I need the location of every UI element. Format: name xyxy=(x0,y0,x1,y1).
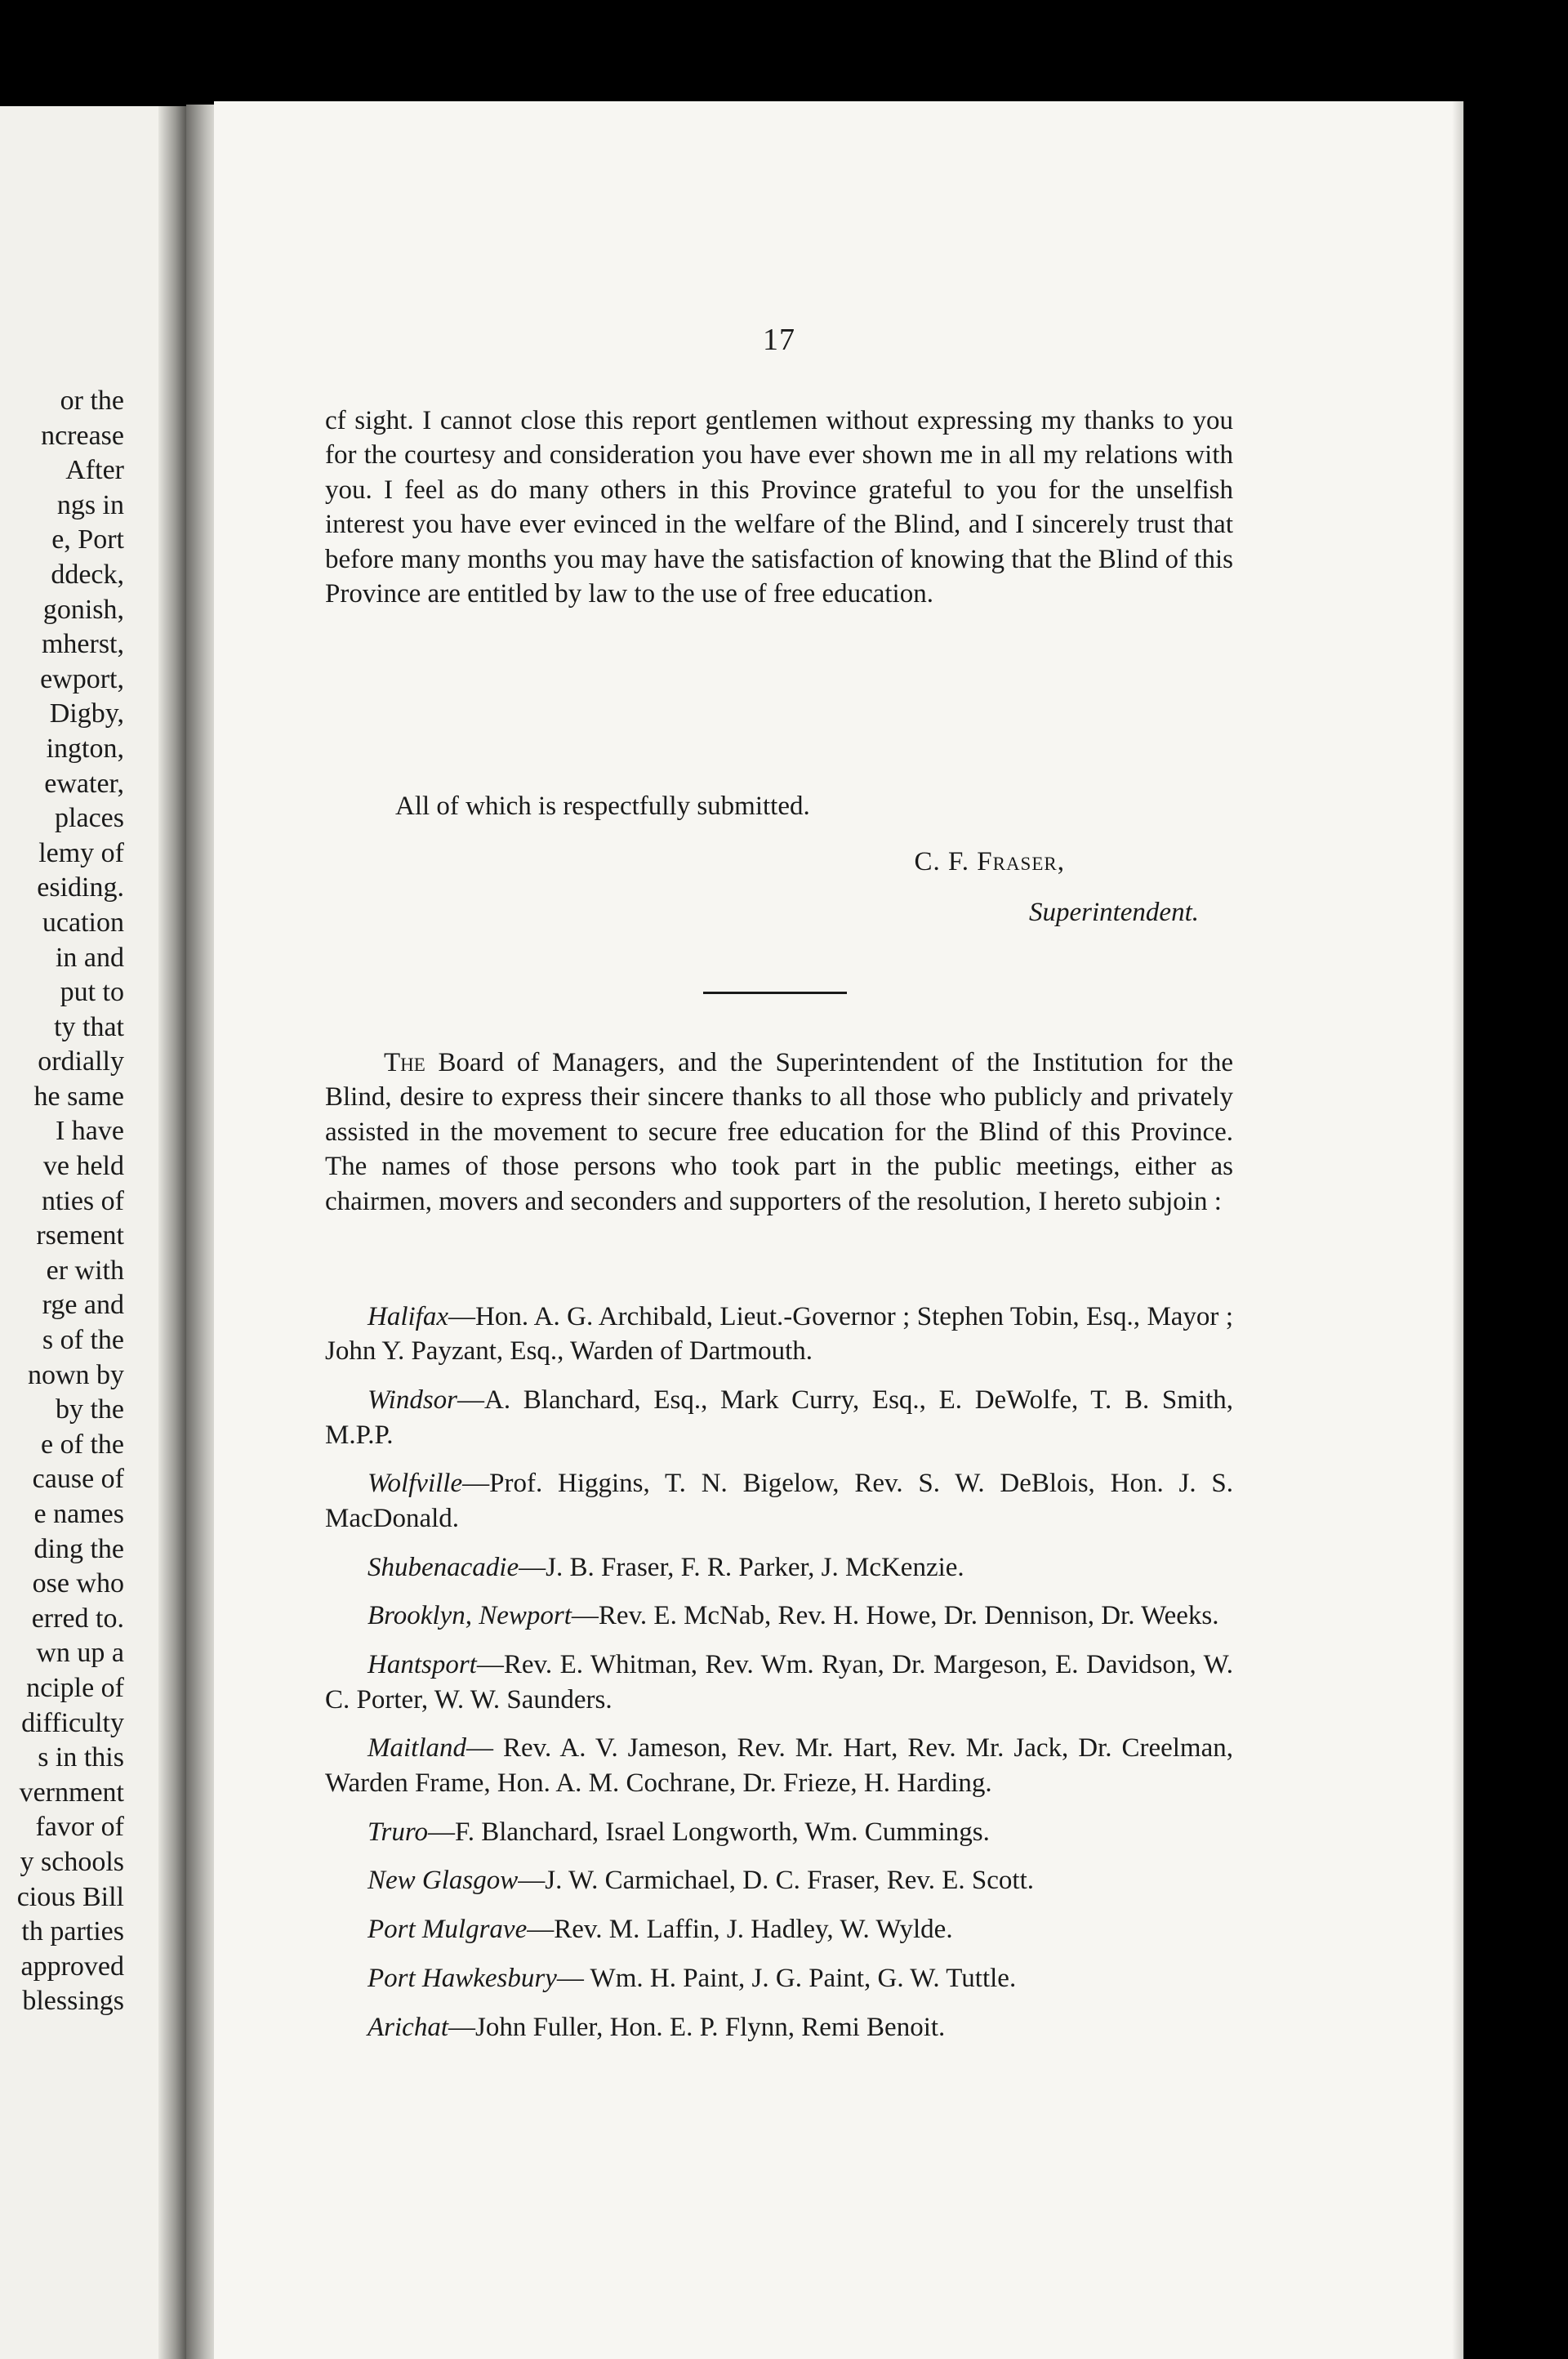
meeting-names: —Prof. Higgins, T. N. Bigelow, Rev. S. W. DeBlois, Hon. J. S. MacDonald. xyxy=(325,1469,1233,1533)
meeting-names: —Rev. E. Whitman, Rev. Wm. Ryan, Dr. Margeson, E. Davidson, W. C. Porter, W. W. Saunders. xyxy=(325,1650,1233,1715)
meeting-place: Truro xyxy=(368,1817,428,1847)
previous-page-line: vernment xyxy=(19,1777,124,1808)
meeting-place: Port Hawkesbury xyxy=(368,1964,557,1993)
previous-page-line: by the xyxy=(55,1394,124,1425)
previous-page-line: ewater, xyxy=(44,768,124,799)
meeting-names: —Rev. M. Laffin, J. Hadley, W. Wylde. xyxy=(527,1915,953,1945)
section-divider xyxy=(703,992,847,994)
meeting-entry xyxy=(325,1383,1233,1452)
previous-page-line: rsement xyxy=(36,1220,124,1251)
meeting-place: Arichat xyxy=(368,2012,448,2042)
previous-page-line: places xyxy=(55,803,124,834)
previous-page-line: gonish, xyxy=(42,594,124,625)
page-number: 17 xyxy=(763,323,795,357)
meeting-names: —John Fuller, Hon. E. P. Flynn, Remi Benoit. xyxy=(448,2012,946,2042)
previous-page-line: ngs in xyxy=(56,489,124,520)
meeting-place: Halifax xyxy=(368,1302,448,1331)
meeting-entry xyxy=(325,1466,1233,1536)
signature-comma: , xyxy=(1057,847,1065,876)
previous-page-line: e of the xyxy=(41,1429,124,1460)
previous-page-line: ordially xyxy=(38,1046,124,1077)
previous-page-line: ncrease xyxy=(41,420,124,451)
meeting-names: —J. W. Carmichael, D. C. Fraser, Rev. E. Scott. xyxy=(518,1866,1034,1896)
previous-page-line: ose who xyxy=(32,1568,124,1599)
signature-surname: Fraser xyxy=(977,847,1058,876)
previous-page-line: I have xyxy=(55,1116,124,1147)
previous-page-line: s of the xyxy=(42,1325,124,1356)
meeting-entry xyxy=(325,1815,1233,1849)
signature-title: Superintendent. xyxy=(1028,898,1199,927)
previous-page-line: wn up a xyxy=(36,1638,124,1669)
previous-page-line: ington, xyxy=(46,733,124,764)
previous-page-line: nties of xyxy=(41,1185,124,1216)
previous-page-line: th parties xyxy=(21,1916,124,1947)
previous-page-line: ucation xyxy=(42,907,124,938)
previous-page-line: esiding. xyxy=(37,872,124,903)
submitted-line: All of which is respectfully submitted. xyxy=(395,792,810,821)
meeting-names: —J. B. Fraser, F. R. Parker, J. McKenzie. xyxy=(519,1552,964,1582)
previous-page-line: y schools xyxy=(20,1846,124,1877)
meeting-place: Shubenacadie xyxy=(368,1552,519,1582)
meeting-place: Port Mulgrave xyxy=(368,1915,528,1945)
current-page xyxy=(214,101,1463,2359)
page-edge-shadow xyxy=(1452,101,1463,2359)
meeting-place: Brooklyn, Newport xyxy=(368,1601,572,1631)
meeting-entry xyxy=(325,1599,1233,1633)
previous-page-line: e, Port xyxy=(51,524,124,555)
meeting-place: Wolfville xyxy=(368,1469,463,1499)
closing-paragraph: cf sight. I cannot close this report gentlemen without expressing my thanks to you for the courtesy and consideration you have ever shown me in all my relations with you. I feel as do many others in this Province grateful to you for the unselfish interest you have ever evinced in the welfare of the Blind, and I sincerely trust that before many months you may have the satisfaction of knowing that the Blind of this Province are entitled by law to the use of free education. xyxy=(325,406,1233,609)
meeting-place: New Glasgow xyxy=(368,1866,519,1896)
previous-page-line: ddeck, xyxy=(51,559,124,590)
signature-name xyxy=(915,845,1065,879)
previous-page-line: cause of xyxy=(32,1464,124,1495)
previous-page-line: put to xyxy=(60,977,124,1008)
previous-page-line: After xyxy=(65,455,124,486)
meeting-place: Maitland xyxy=(368,1733,466,1764)
meeting-entry xyxy=(325,1731,1233,1800)
previous-page-line: rge and xyxy=(42,1290,124,1321)
meeting-entry xyxy=(325,1961,1233,1996)
meetings-list xyxy=(325,1300,1233,2059)
previous-page-line: difficulty xyxy=(21,1707,124,1738)
previous-page-line: ewport, xyxy=(40,663,124,694)
meeting-names: —Rev. E. McNab, Rev. H. Howe, Dr. Dennison, Dr. Weeks. xyxy=(571,1601,1219,1631)
signature-initials: C. F. xyxy=(914,847,978,876)
meeting-entry xyxy=(325,1863,1233,1897)
previous-page-line: lemy of xyxy=(38,837,124,868)
previous-page-text xyxy=(17,384,124,2019)
previous-page-line: cious Bill xyxy=(16,1881,124,1912)
thanks-lead-word: The xyxy=(384,1048,425,1077)
meeting-names: —A. Blanchard, Esq., Mark Curry, Esq., E. DeWolfe, T. B. Smith, M.P.P. xyxy=(325,1385,1233,1450)
previous-page-line: er with xyxy=(46,1255,124,1286)
previous-page-line: approved xyxy=(20,1951,124,1982)
previous-page-line: nciple of xyxy=(26,1672,124,1703)
meeting-entry xyxy=(325,2010,1233,2045)
previous-page-line: Digby, xyxy=(49,698,124,729)
previous-page-line: e names xyxy=(33,1499,124,1529)
previous-page-line: nown by xyxy=(27,1359,124,1390)
meeting-names: —Hon. A. G. Archibald, Lieut.-Governor ; Stephen Tobin, Esq., Mayor ; John Y. Payzant, Esq., Warden of Dartmouth. xyxy=(325,1302,1233,1367)
meeting-names: — Wm. H. Paint, J. G. Paint, G. W. Tuttle. xyxy=(556,1964,1017,1993)
previous-page-line: ty that xyxy=(54,1011,124,1042)
previous-page-line: favor of xyxy=(35,1812,124,1843)
thanks-text: Board of Managers, and the Superintendent of the Institution for the Blind, desire to express their sincere thanks to all those who publicly and privately assisted in the movement to secure free education for the Blind of this Province. The names of those persons who took part in the public meetings, either as chairmen, movers and seconders and supporters of the resolution, I hereto subjoin : xyxy=(325,1048,1233,1216)
meeting-names: — Rev. A. V. Jameson, Rev. Mr. Hart, Rev. Mr. Jack, Dr. Creelman, Warden Frame, Hon. A. M. Cochrane, Dr. Frieze, H. Harding. xyxy=(325,1733,1233,1798)
meeting-entry xyxy=(325,1300,1233,1369)
previous-page-line: blessings xyxy=(22,1986,124,2017)
meeting-entry xyxy=(325,1912,1233,1947)
meeting-names: —F. Blanchard, Israel Longworth, Wm. Cummings. xyxy=(428,1817,990,1847)
previous-page-line: he same xyxy=(33,1081,124,1112)
meeting-entry xyxy=(325,1550,1233,1585)
meeting-entry xyxy=(325,1648,1233,1717)
previous-page-line: in and xyxy=(55,942,124,973)
previous-page-line: s in this xyxy=(38,1742,124,1773)
previous-page-gutter xyxy=(158,106,186,2359)
previous-page-line: ding the xyxy=(33,1533,124,1564)
thanks-paragraph xyxy=(325,1046,1233,1219)
meeting-place: Hantsport xyxy=(368,1650,477,1680)
meeting-place: Windsor xyxy=(368,1385,458,1416)
previous-page-line: erred to. xyxy=(31,1603,124,1634)
previous-page-line: ve held xyxy=(42,1151,124,1182)
previous-page-line: or the xyxy=(60,386,124,416)
previous-page xyxy=(0,106,186,2359)
previous-page-line: mherst, xyxy=(41,629,124,660)
